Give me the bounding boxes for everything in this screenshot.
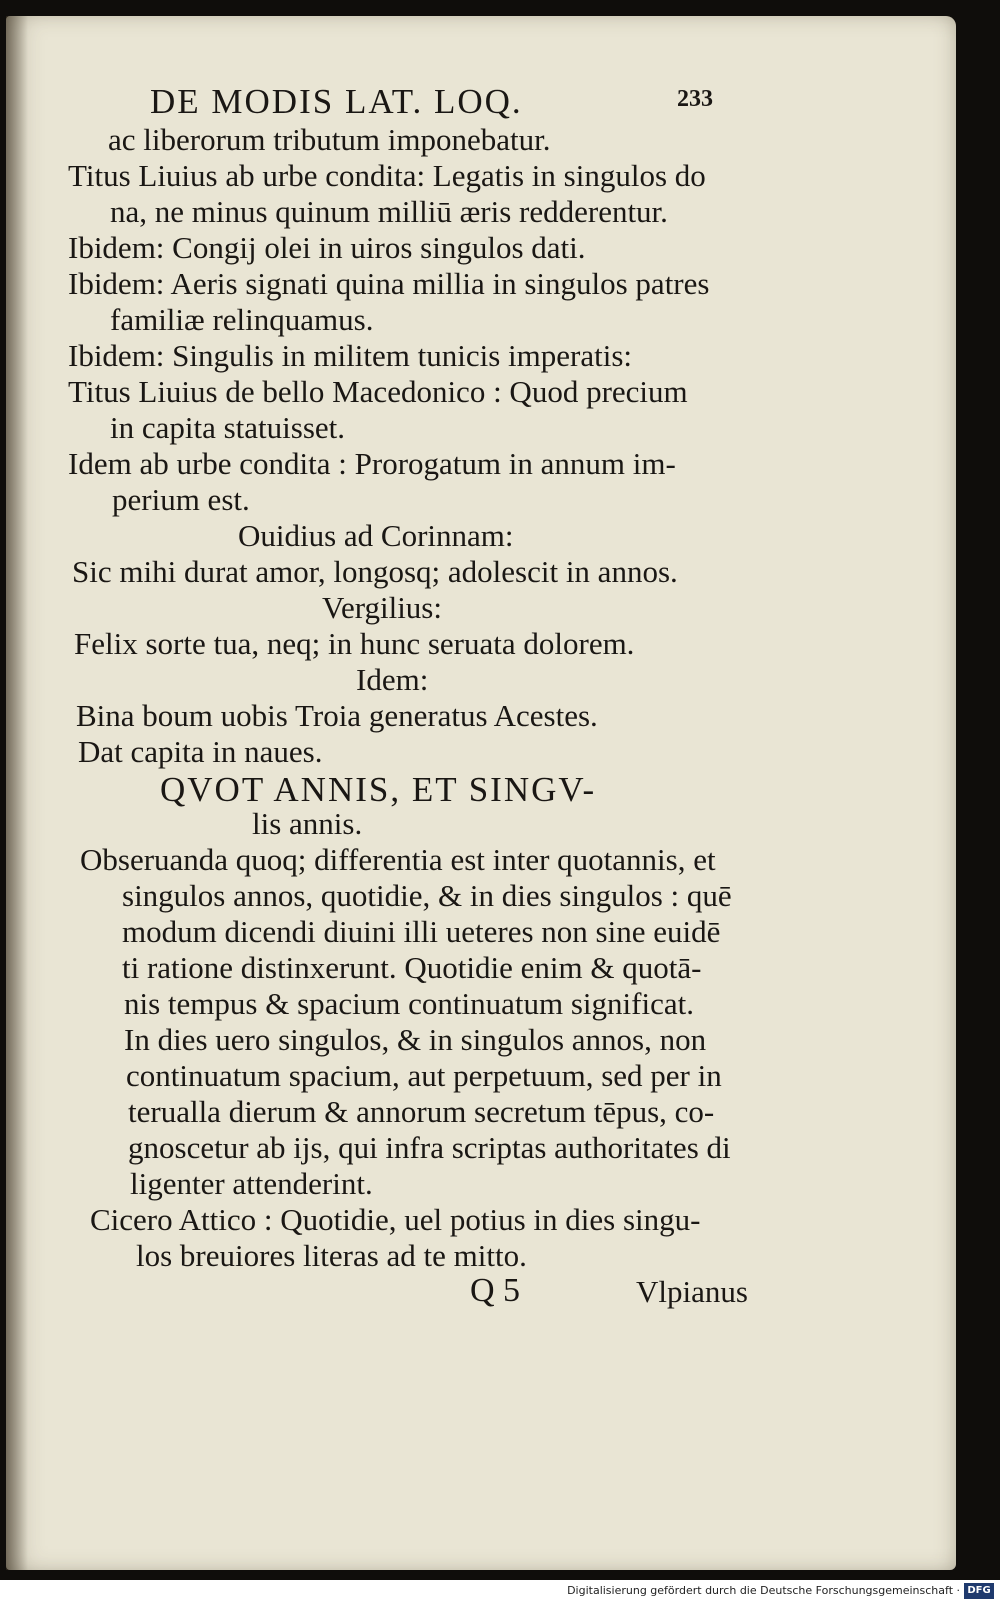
- text-line-4: Ibidem: Congij olei in uiros singulos dati.: [68, 230, 586, 265]
- body-line-11: Cicero Attico : Quotidie, uel potius in dies singu-: [90, 1202, 701, 1237]
- verse-attribution-1: Ouidius ad Corinnam:: [238, 518, 514, 553]
- body-line-4: ti ratione distinxerunt. Quotidie enim & quotā-: [122, 950, 702, 985]
- text-line-3: na, ne minus quinum milliū æris redderentur.: [110, 194, 668, 229]
- text-line-6: familiæ relinquamus.: [110, 302, 374, 337]
- body-line-3: modum dicendi diuini illi ueteres non sine euidē: [122, 914, 721, 949]
- text-line-10: Idem ab urbe condita : Prorogatum in annum im-: [68, 446, 676, 481]
- dfg-logo: DFG: [964, 1583, 994, 1599]
- body-line-10: ligenter attenderint.: [130, 1166, 373, 1201]
- section-heading-line-2: lis annis.: [252, 806, 363, 841]
- footer-credit-text: Digitalisierung gefördert durch die Deutsche Forschungsgemeinschaft ·: [567, 1584, 960, 1597]
- running-head: DE MODIS LAT. LOQ.: [150, 82, 523, 121]
- text-line-8: Titus Liuius de bello Macedonico : Quod precium: [68, 374, 688, 409]
- verse-attribution-2: Vergilius:: [322, 590, 442, 625]
- body-line-8: terualla dierum & annorum secretum tēpus, co-: [128, 1094, 715, 1129]
- body-line-7: continuatum spacium, aut perpetuum, sed per in: [126, 1058, 722, 1093]
- text-line-11: perium est.: [112, 482, 250, 517]
- text-line-7: Ibidem: Singulis in militem tunicis imperatis:: [68, 338, 632, 373]
- body-line-5: nis tempus & spacium continuatum significat.: [124, 986, 694, 1021]
- catchword: Vlpianus: [636, 1274, 748, 1309]
- digitization-footer: [0, 1580, 1000, 1603]
- text-line-2: Titus Liuius ab urbe condita: Legatis in singulos do: [68, 158, 706, 193]
- body-line-2: singulos annos, quotidie, & in dies singulos : quē: [122, 878, 732, 913]
- body-line-12: los breuiores literas ad te mitto.: [136, 1238, 527, 1273]
- text-line-9: in capita statuisset.: [110, 410, 346, 445]
- body-line-1: Obseruanda quoq; differentia est inter quotannis, et: [80, 842, 716, 877]
- text-line-5: Ibidem: Aeris signati quina millia in singulos patres: [68, 266, 710, 301]
- verse-line-4: Dat capita in naues.: [78, 734, 323, 769]
- body-line-9: gnoscetur ab ijs, qui infra scriptas authoritates di: [128, 1130, 731, 1165]
- text-line-1: ac liberorum tributum imponebatur.: [108, 122, 551, 157]
- verse-line-2: Felix sorte tua, neq; in hunc seruata dolorem.: [74, 626, 635, 661]
- folio-number: 233: [677, 86, 713, 112]
- section-heading-line-1: QVOT ANNIS, ET SINGV-: [160, 770, 597, 809]
- page-gutter-shadow: [6, 16, 28, 1570]
- verse-line-1: Sic mihi durat amor, longosq; adolescit in annos.: [72, 554, 678, 589]
- verse-line-3: Bina boum uobis Troia generatus Acestes.: [76, 698, 598, 733]
- body-line-6: In dies uero singulos, & in singulos annos, non: [124, 1022, 707, 1057]
- verse-attribution-3: Idem:: [356, 662, 429, 697]
- signature-mark: Q 5: [470, 1272, 521, 1309]
